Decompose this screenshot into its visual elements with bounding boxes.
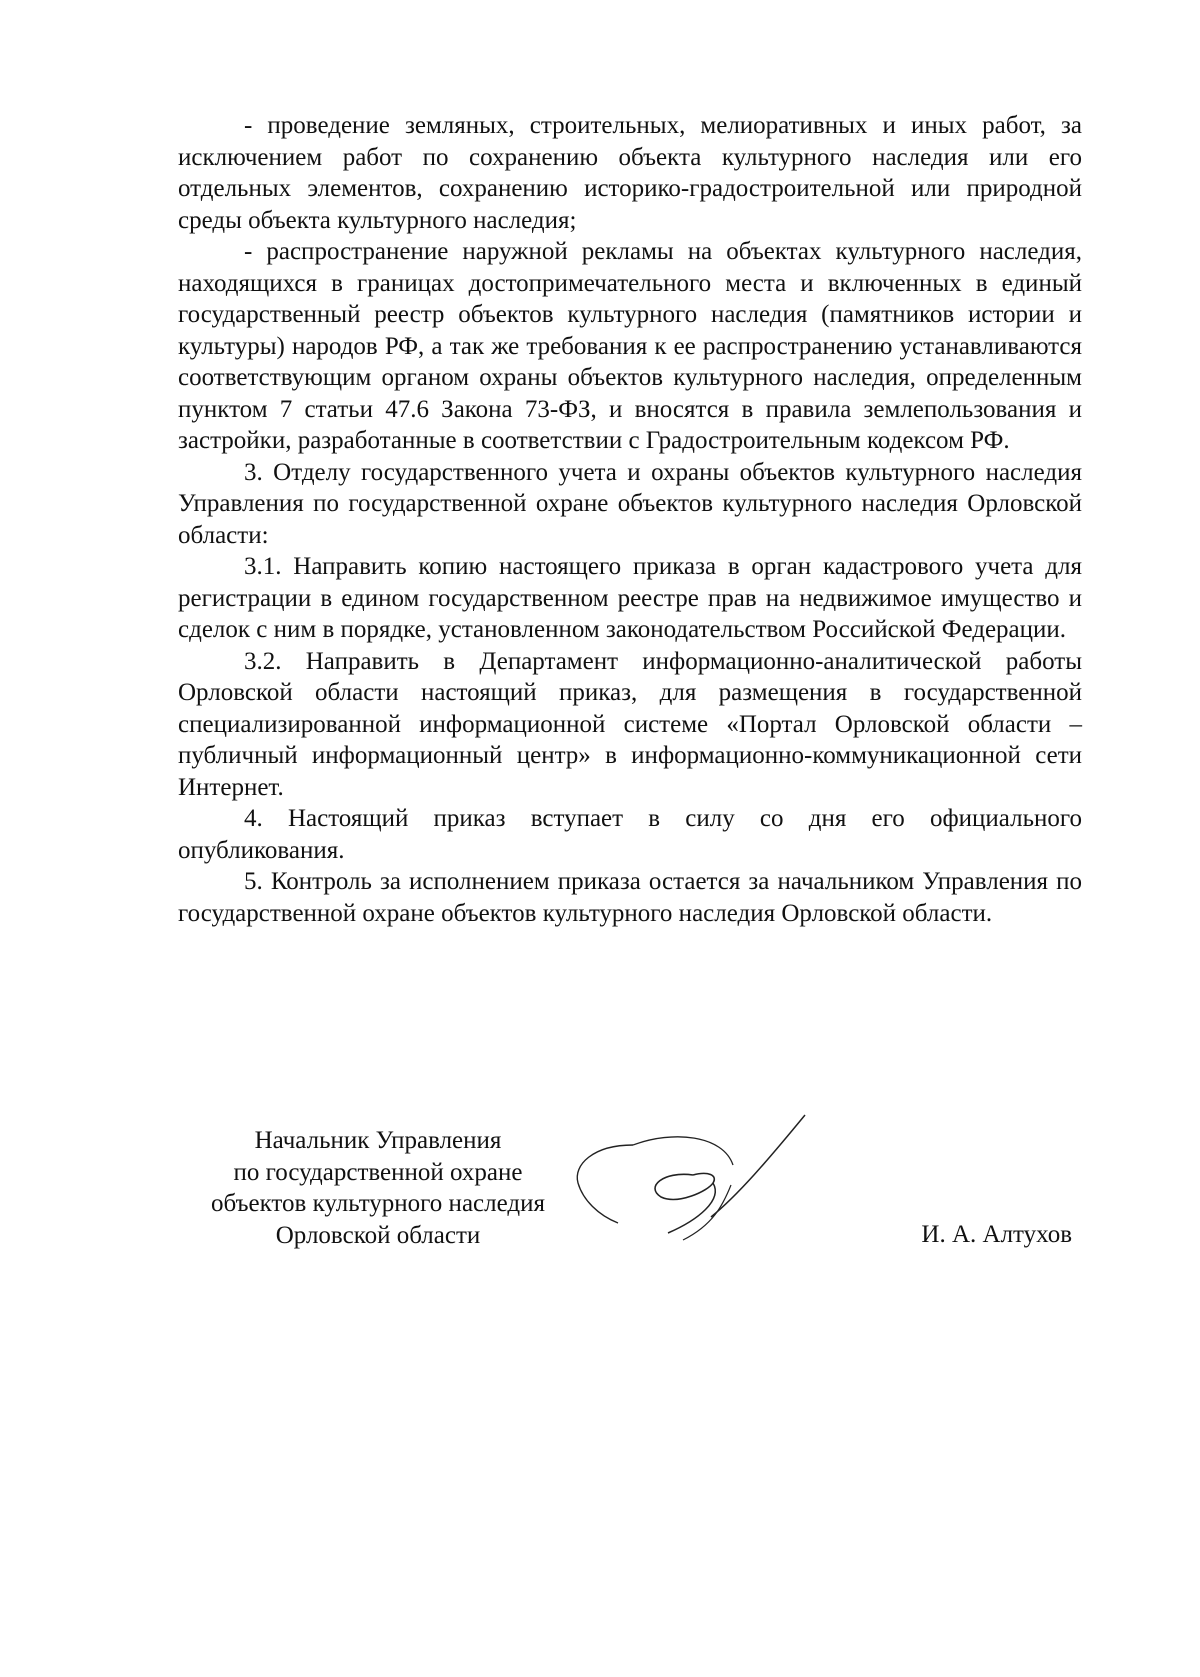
document-body bbox=[178, 110, 1082, 929]
signatory-title-line: Орловской области bbox=[275, 1221, 481, 1249]
paragraph-outdoor-advertising: - распространение наружной рекламы на объектах культурного наследия, находящихся в границах достопримечательного места и включенных в единый государственный реестр объектов культурного наследия (памятников истории и культуры) народов РФ, а так же требования к ее распространению устанавливаются соответствующим органом охраны объектов культурного наследия, определенным пунктом 7 статьи 47.6 Закона 73-ФЗ, и вносятся в правила землепользования и застройки, разработанные в соответствии с Градостроительным кодексом РФ. bbox=[178, 238, 1082, 454]
paragraph-item-3-1: 3.1. Направить копию настоящего приказа в орган кадастрового учета для регистрации в едином государственном реестре прав на недвижимое имущество и сделок с ним в порядке, установленном законодательством Российской Федерации. bbox=[178, 553, 1082, 643]
paragraph-item-3-2: 3.2. Направить в Департамент информационно-аналитической работы Орловской области настоящий приказ, для размещения в государственной специализированной информационной системе «Портал Орловской области – публичный информационный центр» в информационно-коммуникационной сети Интернет. bbox=[178, 647, 1082, 801]
signatory-title-line: объектов культурного наследия bbox=[211, 1190, 545, 1217]
paragraph-item-5: 5. Контроль за исполнением приказа остается за начальником Управления по государственной охране объектов культурного наследия Орловской области. bbox=[178, 868, 1082, 927]
paragraph-item-3: 3. Отделу государственного учета и охраны объектов культурного наследия Управления по государственной охране объектов культурного наследия Орловской области: bbox=[178, 458, 1082, 549]
signatory-name: И. А. Алтухов bbox=[921, 1221, 1072, 1248]
paragraph-excavation-works: - проведение земляных, строительных, мелиоративных и иных работ, за исключением работ по сохранению объекта культурного наследия или его отдельных элементов, сохранению историко-градостроительной или природной среды объекта культурного наследия; bbox=[178, 112, 1082, 234]
paragraph-item-4: 4. Настоящий приказ вступает в силу со дня его официального опубликования. bbox=[178, 805, 1082, 864]
signatory-title-line: по государственной охране bbox=[233, 1158, 523, 1186]
handwritten-signature bbox=[573, 1105, 813, 1245]
signature-block bbox=[178, 1125, 1082, 1265]
signatory-title bbox=[178, 1125, 578, 1251]
signatory-title-line: Начальник Управления bbox=[254, 1127, 502, 1154]
